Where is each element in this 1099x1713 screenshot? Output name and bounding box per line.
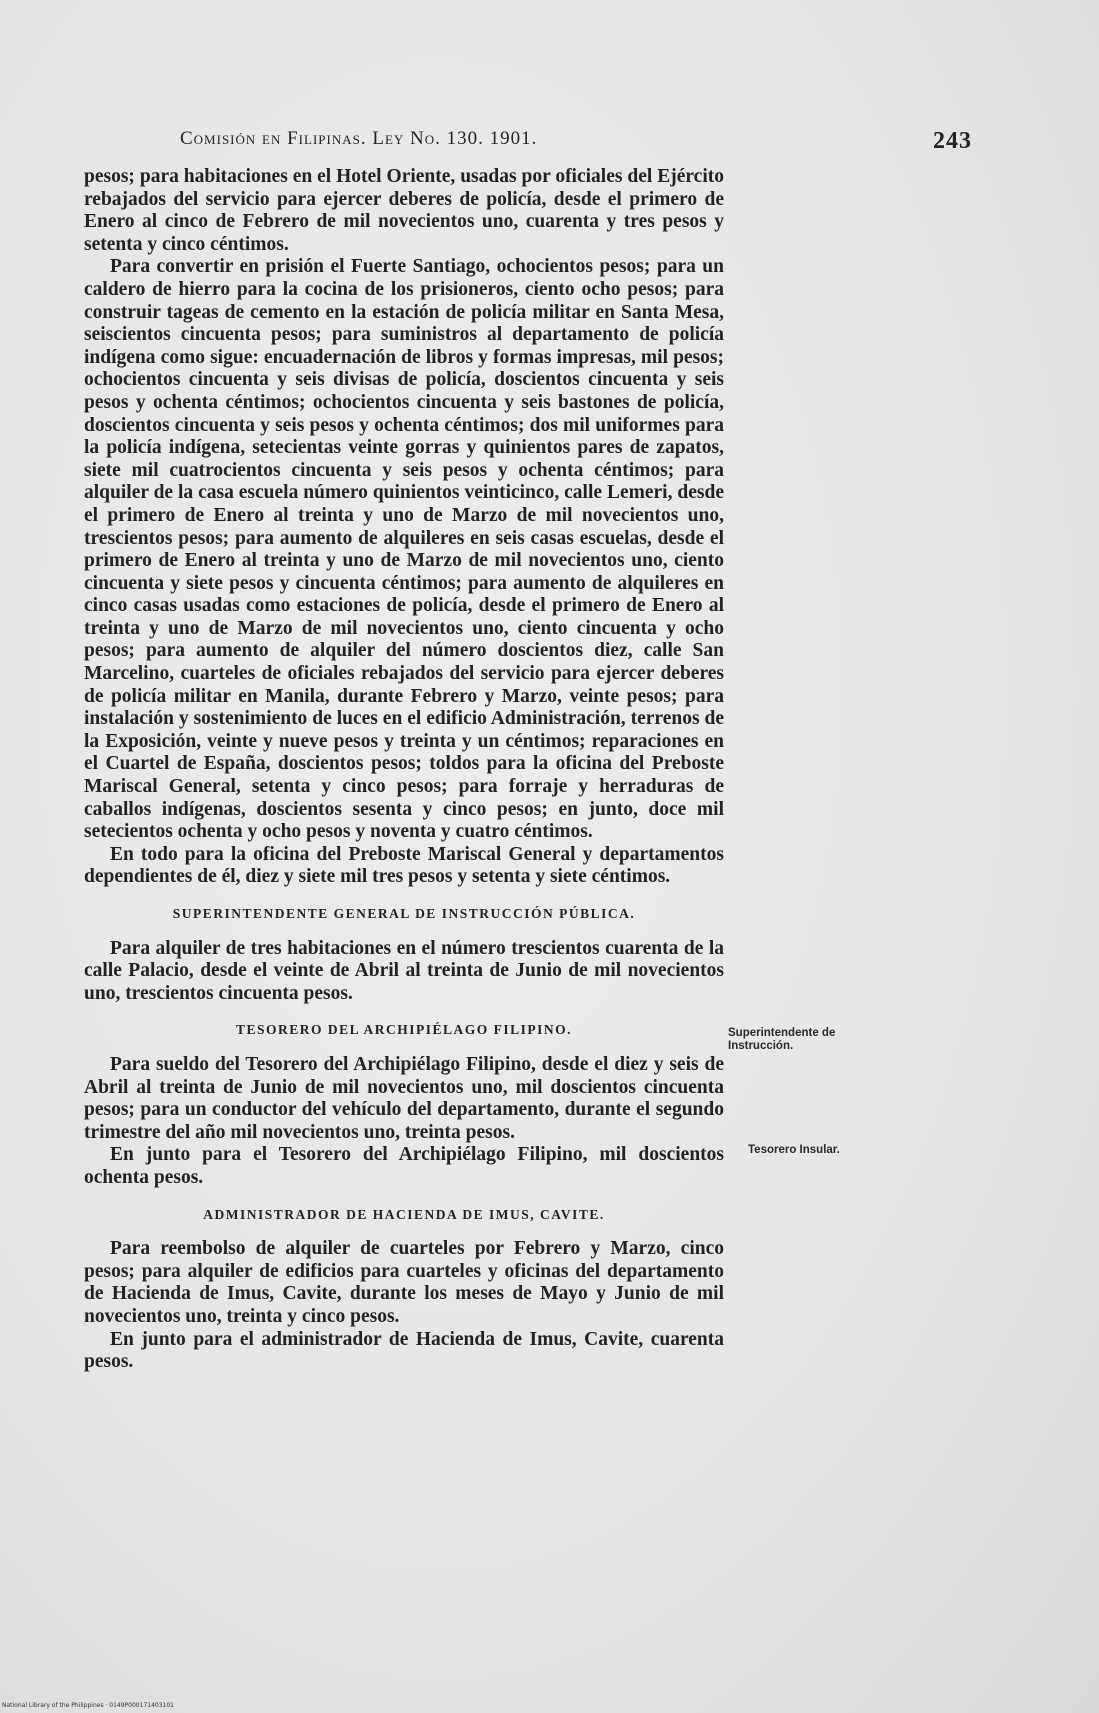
section-heading: SUPERINTENDENTE GENERAL DE INSTRUCCIÓN PÚBLICA. [172,906,636,921]
margin-note-superintendente: Superintendente de Instrucción. [728,1027,836,1052]
section-heading: ADMINISTRADOR DE HACIENDA DE IMUS, CAVITE. [203,1206,605,1222]
page-header [180,128,980,158]
running-title: Comisión en Filipinas. Ley No. 130. 1901. [180,128,538,149]
paragraph: En junto para el Tesorero del Archipiélago Filipino, mil doscientos ochenta pesos. [84,1144,724,1188]
page-number: 243 [933,128,972,154]
section-heading: TESORERO DEL ARCHIPIÉLAGO FILIPINO. [235,1022,573,1038]
library-credit: National Library of the Philippines · 0149P000171403101 [2,1702,174,1709]
paragraph: Para alquiler de tres habitaciones en el número trescientos cuarenta de la calle Palacio, desde el veinte de Abril al treinta de Junio de mil novecientos uno, trescientos cincuenta pesos. [84,937,724,1004]
paragraph: Para sueldo del Tesorero del Archipiélago Filipino, desde el diez y seis de Abril al treinta de Junio de mil novecientos uno, mil doscientos cincuenta pesos; para un conductor del vehículo del departamento, durante el segundo trimestre del año mil novecientos uno, treinta pesos. [84,1053,724,1143]
paragraph: En todo para la oficina del Preboste Mariscal General y departamentos dependientes de él, diez y siete mil tres pesos y setenta y siete céntimos. [84,843,724,888]
page-body [84,166,724,1374]
paragraph: Para convertir en prisión el Fuerte Santiago, ochocientos pesos; para un caldero de hierro para la cocina de los prisioneros, ciento ocho pesos; para construir tageas de cemento en la estación de policía militar en Santa Mesa, seiscientos cincuenta pesos; para suministros al departamento de policía indígena como sigue: encuadernación de libros y formas impresas, mil pesos; ochocientos cincuenta y seis divisas de policía, doscientos cincuenta y seis pesos y ochenta céntimos; ochocientos cincuenta y seis bastones de policía, doscientos cincuenta y seis pesos y ochenta céntimos; dos mil uniformes para la policía indígena, setecientas veinte gorras y quinientos pares de zapatos, siete mil cuatrocientos cincuenta y seis pesos y ochenta céntimos; para alquiler de la casa escuela número quinientos veinticinco, calle Lemeri, desde el primero de Enero al treinta y uno de Marzo de mil novecientos uno, trescientos pesos; para aumento de alquileres en seis casas escuelas, desde el primero de Enero al treinta y uno de Marzo de mil novecientos uno, ciento cincuenta y siete pesos y cincuenta céntimos; para aumento de alquileres en cinco casas usadas como estaciones de policía, desde el primero de Enero al treinta y uno de Marzo de mil novecientos uno, ciento cincuenta y ocho pesos; para aumento de alquiler del número doscientos diez, calle San Marcelino, cuarteles de oficiales rebajados del servicio para ejercer deberes de policía militar en Manila, durante Febrero y Marzo, veinte pesos; para instalación y sostenimiento de luces en el edificio Administración, terrenos de la Exposición, veinte y nueve pesos y treinta y un céntimos; reparaciones en el Cuartel de España, doscientos pesos; toldos para la oficina del Preboste Mariscal General, setenta y cinco pesos; para forraje y herraduras de caballos indígenas, doscientos sesenta y cinco pesos; en junto, doce mil setecientos ochenta y ocho pesos y noventa y cuatro céntimos. [84,256,724,843]
paragraph: En junto para el administrador de Hacienda de Imus, Cavite, cuarenta pesos. [84,1328,724,1373]
paragraph: pesos; para habitaciones en el Hotel Oriente, usadas por oficiales del Ejército rebajados del servicio para ejercer deberes de policía, desde el primero de Enero al cinco de Febrero de mil novecientos uno, cuarenta y tres pesos y setenta y cinco céntimos. [84,166,724,255]
paragraph: Para reembolso de alquiler de cuarteles por Febrero y Marzo, cinco pesos; para alquiler de edificios para cuarteles y oficinas del departamento de Hacienda de Imus, Cavite, durante los meses de Mayo y Junio de mil novecientos uno, treinta y cinco pesos. [84,1238,724,1327]
margin-note-tesorero: Tesorero Insular. [748,1144,840,1156]
